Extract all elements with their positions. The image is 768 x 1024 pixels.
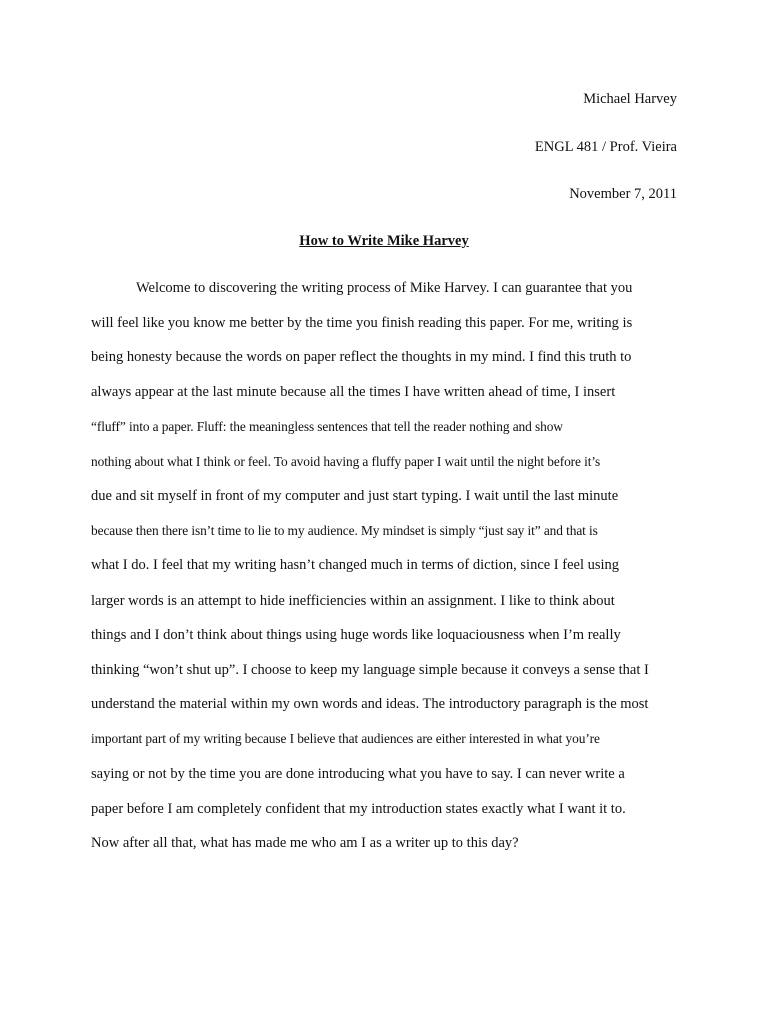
author-name: Michael Harvey: [583, 91, 677, 107]
body-line: understand the material within my own words and ideas. The introductory paragraph is the most: [91, 696, 649, 712]
body-line: what I do. I feel that my writing hasn’t changed much in terms of diction, since I feel using: [91, 557, 620, 573]
body-line: saying or not by the time you are done introducing what you have to say. I can never write a: [91, 766, 625, 782]
course-info: ENGL 481 / Prof. Vieira: [534, 139, 677, 155]
body-line: thinking “won’t shut up”. I choose to keep my language simple because it conveys a sense that I: [91, 662, 649, 678]
body-line: paper before I am completely confident that my introduction states exactly what I want it to.: [91, 801, 626, 817]
body-line: because then there isn’t time to lie to my audience. My mindset is simply “just say it” and that is: [91, 523, 598, 538]
body-line: will feel like you know me better by the time you finish reading this paper. For me, writing is: [91, 315, 633, 331]
body-line: “fluff” into a paper. Fluff: the meaningless sentences that tell the reader nothing and show: [91, 419, 563, 434]
document-date: November 7, 2011: [569, 186, 677, 202]
body-line: important part of my writing because I believe that audiences are either interested in what you’re: [91, 731, 600, 746]
body-line: being honesty because the words on paper reflect the thoughts in my mind. I find this truth to: [91, 349, 632, 365]
body-line: Welcome to discovering the writing process of Mike Harvey. I can guarantee that you: [136, 280, 633, 296]
body-line: nothing about what I think or feel. To avoid having a fluffy paper I wait until the night before it’s: [91, 454, 601, 469]
document-title: How to Write Mike Harvey: [299, 233, 469, 249]
body-line: always appear at the last minute because all the times I have written ahead of time, I insert: [91, 384, 616, 400]
body-line: Now after all that, what has made me who am I as a writer up to this day?: [91, 835, 519, 851]
body-line: things and I don’t think about things using huge words like loquaciousness when I’m really: [91, 627, 621, 643]
body-line: due and sit myself in front of my computer and just start typing. I wait until the last minute: [91, 488, 619, 504]
body-line: larger words is an attempt to hide inefficiencies within an assignment. I like to think about: [91, 593, 615, 609]
